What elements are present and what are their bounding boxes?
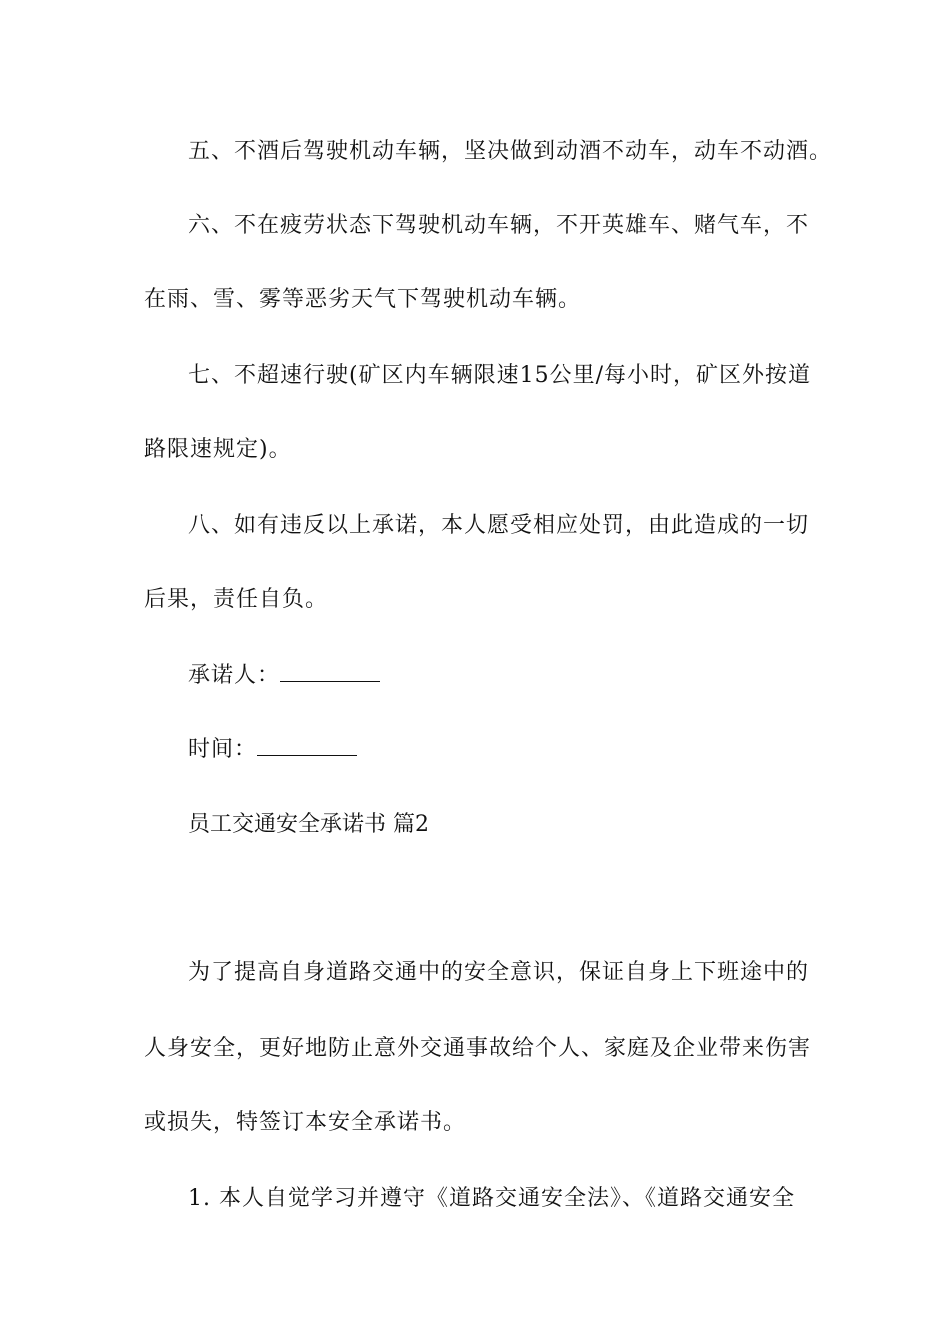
paragraph-line: 1. 本人自觉学习并遵守《道路交通安全法》、《道路交通安全 (188, 1186, 795, 1211)
paragraph-line: 八、如有违反以上承诺，本人愿受相应处罚，由此造成的一切 (188, 513, 810, 538)
paragraph-line: 在雨、雪、雾等恶劣天气下驾驶机动车辆。 (144, 287, 582, 312)
paragraph-line: 六、不在疲劳状态下驾驶机动车辆，不开英雄车、赌气车，不 (188, 213, 810, 238)
section-heading: 员工交通安全承诺书 篇2 (188, 812, 429, 837)
paragraph-line: 路限速规定)。 (144, 437, 292, 462)
promisor-label: 承诺人： (188, 663, 281, 688)
time-line (188, 735, 357, 765)
paragraph-line: 或损失，特签订本安全承诺书。 (144, 1110, 467, 1135)
time-blank (257, 735, 357, 756)
paragraph-line: 为了提高自身道路交通中的安全意识，保证自身上下班途中的 (188, 960, 810, 985)
promisor-blank (280, 661, 380, 682)
paragraph-line: 后果，责任自负。 (144, 587, 329, 612)
promisor-line (188, 661, 380, 691)
paragraph-line: 七、不超速行驶(矿区内车辆限速15公里/每小时，矿区外按道 (188, 363, 811, 388)
paragraph-line: 人身安全，更好地防止意外交通事故给个人、家庭及企业带来伤害 (144, 1036, 812, 1061)
paragraph-line: 五、不酒后驾驶机动车辆，坚决做到动酒不动车，动车不动酒。 (188, 139, 833, 164)
time-label: 时间： (188, 737, 258, 762)
